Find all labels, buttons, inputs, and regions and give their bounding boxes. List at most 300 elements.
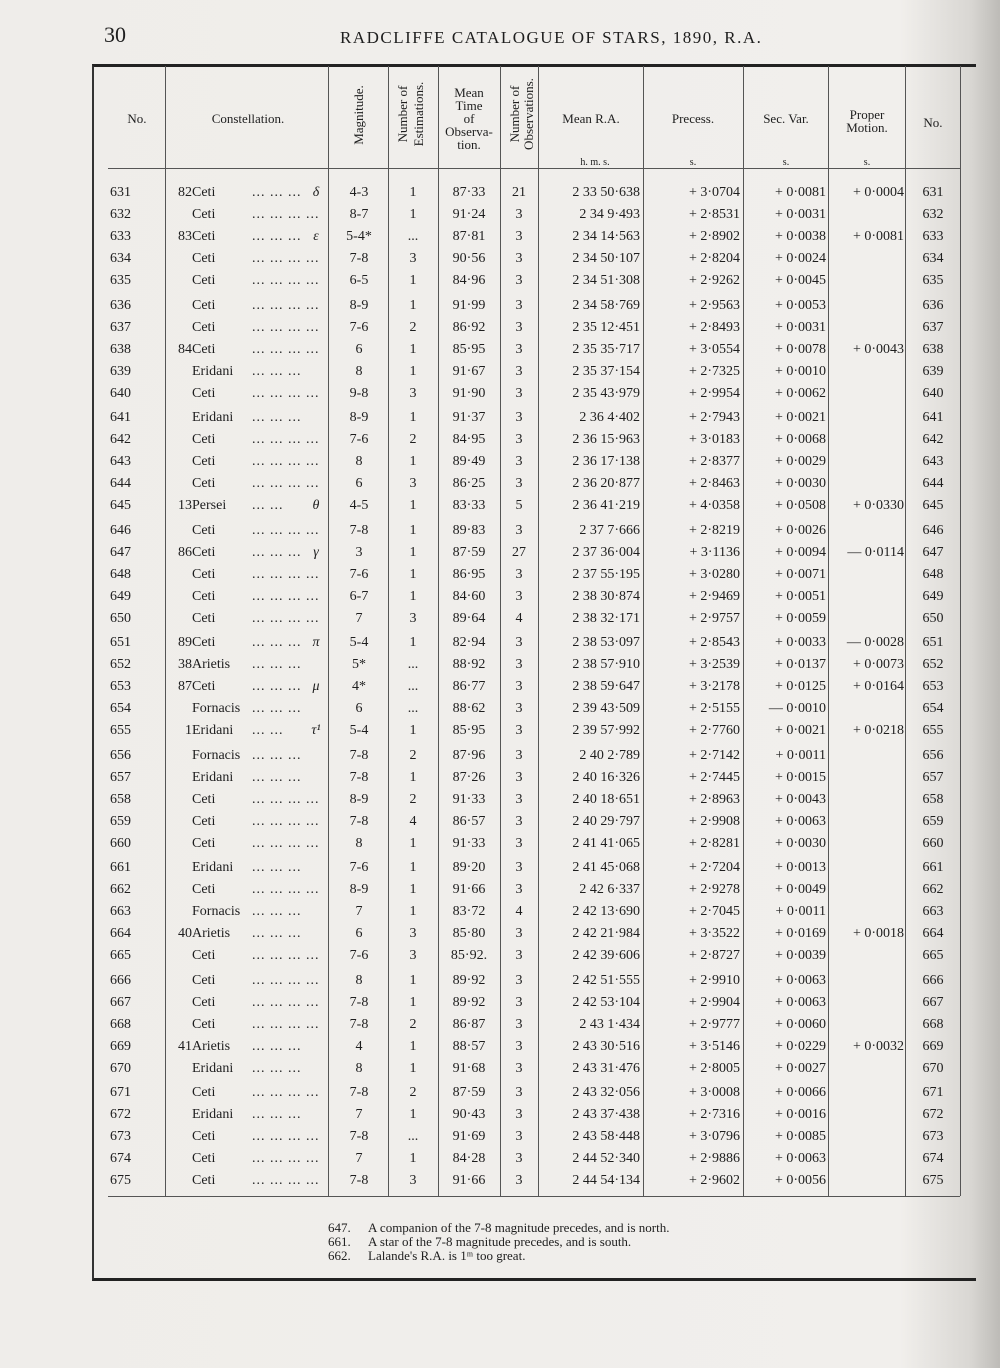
cell-mean-ra: 2 38 57·910 <box>572 657 640 673</box>
table-row <box>0 608 1000 630</box>
cell-leader-dots: ... ... ... ... <box>252 476 320 492</box>
cell-precession: + 3·0704 <box>688 185 740 200</box>
cell-constellation: Ceti <box>192 1016 216 1032</box>
cell-precession: + 3·0183 <box>688 432 740 448</box>
header-estimations-1: Number of <box>395 85 410 143</box>
cell-no: 639 <box>110 363 131 379</box>
cell-estimations: 1 <box>409 207 417 223</box>
cell-no-right: 631 <box>922 185 944 200</box>
cell-no-right: 653 <box>922 679 944 695</box>
cell-estimations: 3 <box>409 926 417 942</box>
cell-mean-time: 91·24 <box>452 207 486 223</box>
cell-no-right: 639 <box>922 363 944 379</box>
cell-observations: 4 <box>515 610 523 626</box>
unit-sec-var: s. <box>782 157 790 168</box>
cell-leader-dots: ... ... ... <box>252 1107 302 1123</box>
cell-no: 661 <box>110 860 131 875</box>
cell-magnitude: 7-6 <box>349 319 369 335</box>
cell-estimations: 1 <box>409 363 417 379</box>
cell-magnitude: 6 <box>355 926 363 942</box>
cell-magnitude: 7 <box>355 610 363 626</box>
table-row <box>0 767 1000 789</box>
cell-estimations: 3 <box>409 948 417 964</box>
cell-leader-dots: ... ... ... <box>252 747 302 763</box>
cell-no-right: 664 <box>922 926 944 942</box>
cell-leader-dots: ... ... ... <box>252 544 302 560</box>
cell-proper-motion: + 0·0073 <box>852 657 904 673</box>
cell-magnitude: 7-8 <box>349 1173 369 1189</box>
cell-observations: 3 <box>515 410 523 425</box>
cell-secular-var: + 0·0030 <box>774 476 826 492</box>
header-mean-time-5: tion. <box>457 137 481 152</box>
cell-mean-ra: 2 34 14·563 <box>572 229 640 245</box>
cell-secular-var: + 0·0059 <box>774 610 826 626</box>
cell-mean-time: 89·83 <box>452 522 486 538</box>
cell-precession: + 2·9908 <box>688 813 740 829</box>
cell-estimations: 2 <box>409 432 417 448</box>
cell-constellation: Ceti <box>192 432 216 448</box>
cell-no: 645 <box>110 498 131 514</box>
cell-mean-time: 83·72 <box>452 904 486 920</box>
cell-secular-var: + 0·0030 <box>774 835 826 851</box>
cell-observations: 3 <box>515 769 523 785</box>
cell-secular-var: + 0·0016 <box>774 1107 826 1123</box>
unit-precess: s. <box>689 157 697 168</box>
cell-leader-dots: ... ... ... <box>252 363 302 379</box>
cell-precession: + 2·9777 <box>688 1016 740 1032</box>
cell-proper-motion: + 0·0043 <box>852 341 904 357</box>
cell-magnitude: 7-8 <box>349 769 369 785</box>
cell-mean-ra: 2 43 32·056 <box>572 1085 640 1100</box>
cell-secular-var: + 0·0051 <box>774 588 826 604</box>
cell-no: 663 <box>110 904 131 920</box>
cell-leader-dots: ... ... ... ... <box>252 994 320 1010</box>
cell-leader-dots: ... ... ... <box>252 1038 302 1054</box>
table-row <box>0 451 1000 473</box>
unit-ra: h. m. s. <box>580 157 610 168</box>
cell-mean-ra: 2 36 15·963 <box>572 432 640 448</box>
cell-secular-var: + 0·0063 <box>774 972 826 988</box>
cell-no: 641 <box>110 410 131 425</box>
table-row <box>0 1126 1000 1148</box>
cell-estimations: 1 <box>409 723 417 739</box>
cell-secular-var: + 0·0049 <box>774 882 826 898</box>
header-magnitude: Magnitude. <box>351 85 366 145</box>
cell-no-right: 643 <box>922 454 944 470</box>
cell-magnitude: 5* <box>352 657 366 673</box>
cell-secular-var: + 0·0024 <box>774 251 826 267</box>
header-precess: Precess. <box>671 111 715 126</box>
cell-observations: 3 <box>515 207 523 223</box>
cell-observations: 4 <box>515 904 523 920</box>
cell-observations: 27 <box>512 544 526 560</box>
cell-observations: 3 <box>515 972 523 988</box>
cell-estimations: 1 <box>409 544 417 560</box>
cell-no: 655 <box>110 723 131 739</box>
cell-no-right: 642 <box>922 432 944 448</box>
cell-proper-motion: — 0·0028 <box>846 635 904 650</box>
cell-constellation: Ceti <box>192 948 216 964</box>
cell-magnitude: 5-4* <box>346 229 372 245</box>
cell-estimations: 2 <box>409 319 417 335</box>
cell-mean-ra: 2 38 30·874 <box>572 588 640 604</box>
table-row <box>0 564 1000 586</box>
footnote-text: A companion of the 7-8 magnitude precedes, and is north. <box>368 1220 670 1235</box>
cell-precession: + 2·5155 <box>688 701 740 717</box>
cell-magnitude: 8-9 <box>349 410 369 425</box>
cell-no: 675 <box>110 1173 131 1189</box>
table-row <box>0 970 1000 992</box>
cell-constellation: Eridani <box>192 1060 234 1076</box>
cell-no-right: 650 <box>922 610 944 626</box>
cell-constellation: Ceti <box>192 319 216 335</box>
cell-leader-dots: ... ... ... <box>252 904 302 920</box>
cell-observations: 3 <box>515 860 523 875</box>
cell-observations: 3 <box>515 229 523 245</box>
cell-estimations: ... <box>407 657 419 673</box>
table-row <box>0 1104 1000 1126</box>
header-no: No. <box>127 111 147 126</box>
cell-mean-time: 91·99 <box>452 297 486 313</box>
cell-secular-var: + 0·0508 <box>774 498 826 514</box>
cell-mean-time: 84·28 <box>452 1151 486 1167</box>
cell-secular-var: + 0·0071 <box>774 566 826 582</box>
table-row <box>0 945 1000 967</box>
cell-observations: 5 <box>515 498 523 514</box>
footnote-text: A star of the 7-8 magnitude precedes, and is south. <box>368 1234 632 1249</box>
footer-rule <box>108 1196 960 1197</box>
table-row <box>0 1014 1000 1036</box>
cell-precession: + 2·7045 <box>688 904 740 920</box>
cell-no: 646 <box>110 522 131 538</box>
cell-secular-var: + 0·0011 <box>775 904 826 920</box>
cell-magnitude: 7-6 <box>349 432 369 448</box>
cell-constellation: Eridani <box>192 723 234 739</box>
footnote-number: 661. <box>328 1234 351 1249</box>
cell-secular-var: + 0·0056 <box>774 1173 826 1189</box>
header-mean-ra: Mean R.A. <box>562 111 620 126</box>
cell-magnitude: 6-7 <box>349 588 369 604</box>
cell-mean-ra: 2 38 53·097 <box>572 635 640 650</box>
cell-magnitude: 7 <box>355 1151 363 1167</box>
cell-mean-ra: 2 34 50·107 <box>572 251 640 267</box>
cell-magnitude: 7-8 <box>349 747 369 763</box>
cell-precession: + 2·7943 <box>688 410 740 425</box>
cell-estimations: 1 <box>409 994 417 1010</box>
cell-secular-var: + 0·0053 <box>774 297 826 313</box>
cell-mean-time: 87·33 <box>452 185 486 200</box>
cell-observations: 3 <box>515 522 523 538</box>
cell-leader-dots: ... ... ... ... <box>252 385 320 401</box>
cell-leader-dots: ... ... ... ... <box>252 948 320 964</box>
cell-constellation: Ceti <box>192 1085 216 1100</box>
cell-constellation: Ceti <box>192 229 216 245</box>
cell-no: 657 <box>110 769 131 785</box>
footnote <box>328 1249 669 1263</box>
cell-constellation: Ceti <box>192 972 216 988</box>
cell-proper-motion: + 0·0330 <box>852 498 904 514</box>
cell-leader-dots: ... ... ... <box>252 657 302 673</box>
cell-precession: + 2·9469 <box>688 588 740 604</box>
cell-mean-time: 84·96 <box>452 273 486 289</box>
cell-no: 669 <box>110 1038 131 1054</box>
header-observations-1: Number of <box>507 85 522 143</box>
cell-observations: 3 <box>515 926 523 942</box>
cell-flamsteed: 83 <box>178 229 192 245</box>
cell-magnitude: 7 <box>355 904 363 920</box>
footnote <box>328 1221 669 1235</box>
cell-observations: 3 <box>515 273 523 289</box>
cell-leader-dots: ... ... ... <box>252 860 302 875</box>
cell-constellation: Ceti <box>192 1151 216 1167</box>
cell-precession: + 3·0554 <box>688 341 740 357</box>
cell-no: 665 <box>110 948 131 964</box>
cell-secular-var: + 0·0045 <box>774 273 826 289</box>
cell-magnitude: 8 <box>355 972 363 988</box>
header-constellation: Constellation. <box>211 111 285 126</box>
table-row <box>0 383 1000 405</box>
cell-secular-var: + 0·0027 <box>774 1060 826 1076</box>
cell-no: 652 <box>110 657 131 673</box>
cell-mean-time: 88·62 <box>452 701 486 717</box>
table-row <box>0 676 1000 698</box>
cell-secular-var: + 0·0085 <box>774 1129 826 1145</box>
cell-mean-time: 89·64 <box>452 610 486 626</box>
cell-magnitude: 6 <box>355 476 363 492</box>
cell-mean-time: 82·94 <box>452 635 486 650</box>
cell-constellation: Ceti <box>192 385 216 401</box>
cell-constellation: Ceti <box>192 207 216 223</box>
cell-flamsteed: 87 <box>178 679 192 695</box>
cell-no-right: 663 <box>922 904 944 920</box>
cell-mean-time: 88·57 <box>452 1038 486 1054</box>
table-row <box>0 1170 1000 1192</box>
cell-no: 673 <box>110 1129 131 1145</box>
cell-leader-dots: ... ... ... <box>252 635 302 650</box>
table-row <box>0 270 1000 292</box>
cell-no-right: 674 <box>922 1151 944 1167</box>
cell-estimations: 3 <box>409 385 417 401</box>
cell-mean-ra: 2 42 39·606 <box>572 948 640 964</box>
cell-no: 656 <box>110 747 131 763</box>
cell-no-right: 655 <box>922 723 944 739</box>
cell-leader-dots: ... ... ... <box>252 769 302 785</box>
cell-constellation: Ceti <box>192 813 216 829</box>
cell-observations: 3 <box>515 1016 523 1032</box>
table-row <box>0 248 1000 270</box>
cell-estimations: 1 <box>409 882 417 898</box>
cell-magnitude: 5-4 <box>349 723 369 739</box>
cell-no-right: 633 <box>922 229 944 245</box>
cell-precession: + 2·7204 <box>688 860 740 875</box>
cell-secular-var: — 0·0010 <box>768 701 826 717</box>
cell-no-right: 662 <box>922 882 944 898</box>
cell-mean-ra: 2 40 16·326 <box>572 769 640 785</box>
table-row <box>0 811 1000 833</box>
table-row <box>0 226 1000 248</box>
cell-mean-time: 91·69 <box>452 1129 486 1145</box>
cell-estimations: 2 <box>409 791 417 807</box>
cell-mean-ra: 2 41 41·065 <box>572 835 640 851</box>
cell-mean-time: 91·67 <box>452 363 486 379</box>
cell-leader-dots: ... ... ... ... <box>252 341 320 357</box>
cell-magnitude: 4-3 <box>349 185 369 200</box>
cell-leader-dots: ... ... ... ... <box>252 522 320 538</box>
cell-magnitude: 7-8 <box>349 1085 369 1100</box>
cell-mean-ra: 2 36 41·219 <box>572 498 640 514</box>
cell-leader-dots: ... ... ... <box>252 1060 302 1076</box>
cell-precession: + 2·7142 <box>688 747 740 763</box>
cell-estimations: 3 <box>409 610 417 626</box>
cell-precession: + 2·8963 <box>688 791 740 807</box>
header-observations-2: Observations. <box>521 78 536 150</box>
cell-no: 659 <box>110 813 131 829</box>
cell-constellation: Ceti <box>192 994 216 1010</box>
footnote-text: Lalande's R.A. is 1ᵐ too great. <box>368 1248 526 1263</box>
cell-flamsteed: 82 <box>178 185 192 200</box>
cell-no-right: 661 <box>922 860 944 875</box>
cell-magnitude: 7-8 <box>349 1016 369 1032</box>
table-row <box>0 1036 1000 1058</box>
header-mean-time-4: Observa- <box>445 124 493 139</box>
table-row <box>0 586 1000 608</box>
cell-mean-ra: 2 39 43·509 <box>572 701 640 717</box>
cell-magnitude: 3 <box>355 544 363 560</box>
table-row <box>0 857 1000 879</box>
cell-no-right: 667 <box>922 994 944 1010</box>
cell-observations: 3 <box>515 791 523 807</box>
cell-mean-ra: 2 33 50·638 <box>572 185 640 200</box>
cell-mean-time: 85·95 <box>452 341 486 357</box>
cell-secular-var: + 0·0039 <box>774 948 826 964</box>
cell-observations: 3 <box>515 994 523 1010</box>
cell-leader-dots: ... ... ... ... <box>252 432 320 448</box>
cell-precession: + 2·9757 <box>688 610 740 626</box>
cell-constellation: Ceti <box>192 454 216 470</box>
cell-mean-time: 88·92 <box>452 657 486 673</box>
cell-estimations: 1 <box>409 635 417 650</box>
cell-magnitude: 8 <box>355 454 363 470</box>
cell-no: 667 <box>110 994 131 1010</box>
cell-leader-dots: ... ... ... ... <box>252 882 320 898</box>
cell-mean-ra: 2 43 1·434 <box>579 1016 640 1032</box>
cell-mean-ra: 2 42 53·104 <box>572 994 640 1010</box>
cell-mean-ra: 2 43 58·448 <box>572 1129 640 1145</box>
cell-precession: + 2·9262 <box>688 273 740 289</box>
cell-no-right: 672 <box>922 1107 944 1123</box>
cell-mean-time: 86·95 <box>452 566 486 582</box>
cell-estimations: 1 <box>409 1151 417 1167</box>
cell-estimations: 1 <box>409 904 417 920</box>
cell-magnitude: 8-9 <box>349 791 369 807</box>
cell-mean-time: 85·92. <box>450 948 488 964</box>
cell-secular-var: + 0·0094 <box>774 544 826 560</box>
table-row <box>0 901 1000 923</box>
cell-estimations: 3 <box>409 476 417 492</box>
cell-bayer-letter: δ <box>312 185 320 200</box>
cell-precession: + 2·9563 <box>688 297 740 313</box>
cell-secular-var: + 0·0031 <box>774 319 826 335</box>
cell-mean-time: 87·96 <box>452 747 486 763</box>
cell-mean-time: 84·60 <box>452 588 486 604</box>
cell-no: 671 <box>110 1085 131 1100</box>
cell-no-right: 647 <box>922 544 944 560</box>
cell-estimations: 1 <box>409 297 417 313</box>
footnote <box>328 1235 669 1249</box>
cell-precession: + 2·9278 <box>688 882 740 898</box>
cell-mean-ra: 2 34 58·769 <box>572 297 640 313</box>
cell-bayer-letter: τ¹ <box>311 723 321 739</box>
cell-estimations: 1 <box>409 273 417 289</box>
cell-observations: 3 <box>515 835 523 851</box>
cell-precession: + 2·7316 <box>688 1107 740 1123</box>
cell-estimations: 2 <box>409 1016 417 1032</box>
cell-mean-time: 87·26 <box>452 769 486 785</box>
cell-precession: + 2·8531 <box>688 207 740 223</box>
cell-constellation: Ceti <box>192 476 216 492</box>
cell-no-right: 669 <box>922 1038 944 1054</box>
cell-constellation: Ceti <box>192 273 216 289</box>
cell-estimations: ... <box>407 229 419 245</box>
cell-precession: + 2·8902 <box>688 229 740 245</box>
cell-estimations: 1 <box>409 835 417 851</box>
cell-flamsteed: 41 <box>178 1038 192 1054</box>
cell-estimations: ... <box>407 679 419 695</box>
cell-magnitude: 5-4 <box>349 635 369 650</box>
table-row <box>0 520 1000 542</box>
cell-flamsteed: 38 <box>178 657 192 673</box>
cell-secular-var: + 0·0033 <box>774 635 826 650</box>
cell-no: 636 <box>110 297 131 313</box>
cell-observations: 3 <box>515 723 523 739</box>
cell-mean-ra: 2 42 13·690 <box>572 904 640 920</box>
cell-estimations: 1 <box>409 860 417 875</box>
cell-constellation: Ceti <box>192 522 216 538</box>
cell-secular-var: + 0·0169 <box>774 926 826 942</box>
cell-leader-dots: ... ... <box>252 723 284 739</box>
cell-no-right: 649 <box>922 588 944 604</box>
cell-mean-time: 91·68 <box>452 1060 486 1076</box>
cell-magnitude: 8-7 <box>349 207 369 223</box>
cell-observations: 3 <box>515 1129 523 1145</box>
cell-magnitude: 4* <box>352 679 366 695</box>
cell-estimations: 1 <box>409 410 417 425</box>
cell-estimations: 1 <box>409 185 417 200</box>
cell-magnitude: 8-9 <box>349 297 369 313</box>
cell-leader-dots: ... ... ... ... <box>252 1173 320 1189</box>
cell-observations: 3 <box>515 319 523 335</box>
table-row <box>0 295 1000 317</box>
cell-estimations: 1 <box>409 1060 417 1076</box>
table-row <box>0 654 1000 676</box>
cell-mean-time: 91·66 <box>452 882 486 898</box>
cell-observations: 3 <box>515 657 523 673</box>
cell-estimations: 1 <box>409 454 417 470</box>
cell-no-right: 632 <box>922 207 944 223</box>
cell-mean-time: 87·59 <box>452 544 486 560</box>
cell-no-right: 640 <box>922 385 944 401</box>
cell-leader-dots: ... ... ... ... <box>252 454 320 470</box>
cell-no: 648 <box>110 566 131 582</box>
cell-mean-time: 91·90 <box>452 385 486 401</box>
cell-no-right: 671 <box>922 1085 944 1100</box>
footnote-number: 647. <box>328 1220 351 1235</box>
cell-precession: + 2·8281 <box>688 835 740 851</box>
cell-leader-dots: ... ... ... <box>252 701 302 717</box>
cell-mean-time: 85·95 <box>452 723 486 739</box>
cell-leader-dots: ... ... ... ... <box>252 610 320 626</box>
cell-no-right: 646 <box>922 522 944 538</box>
